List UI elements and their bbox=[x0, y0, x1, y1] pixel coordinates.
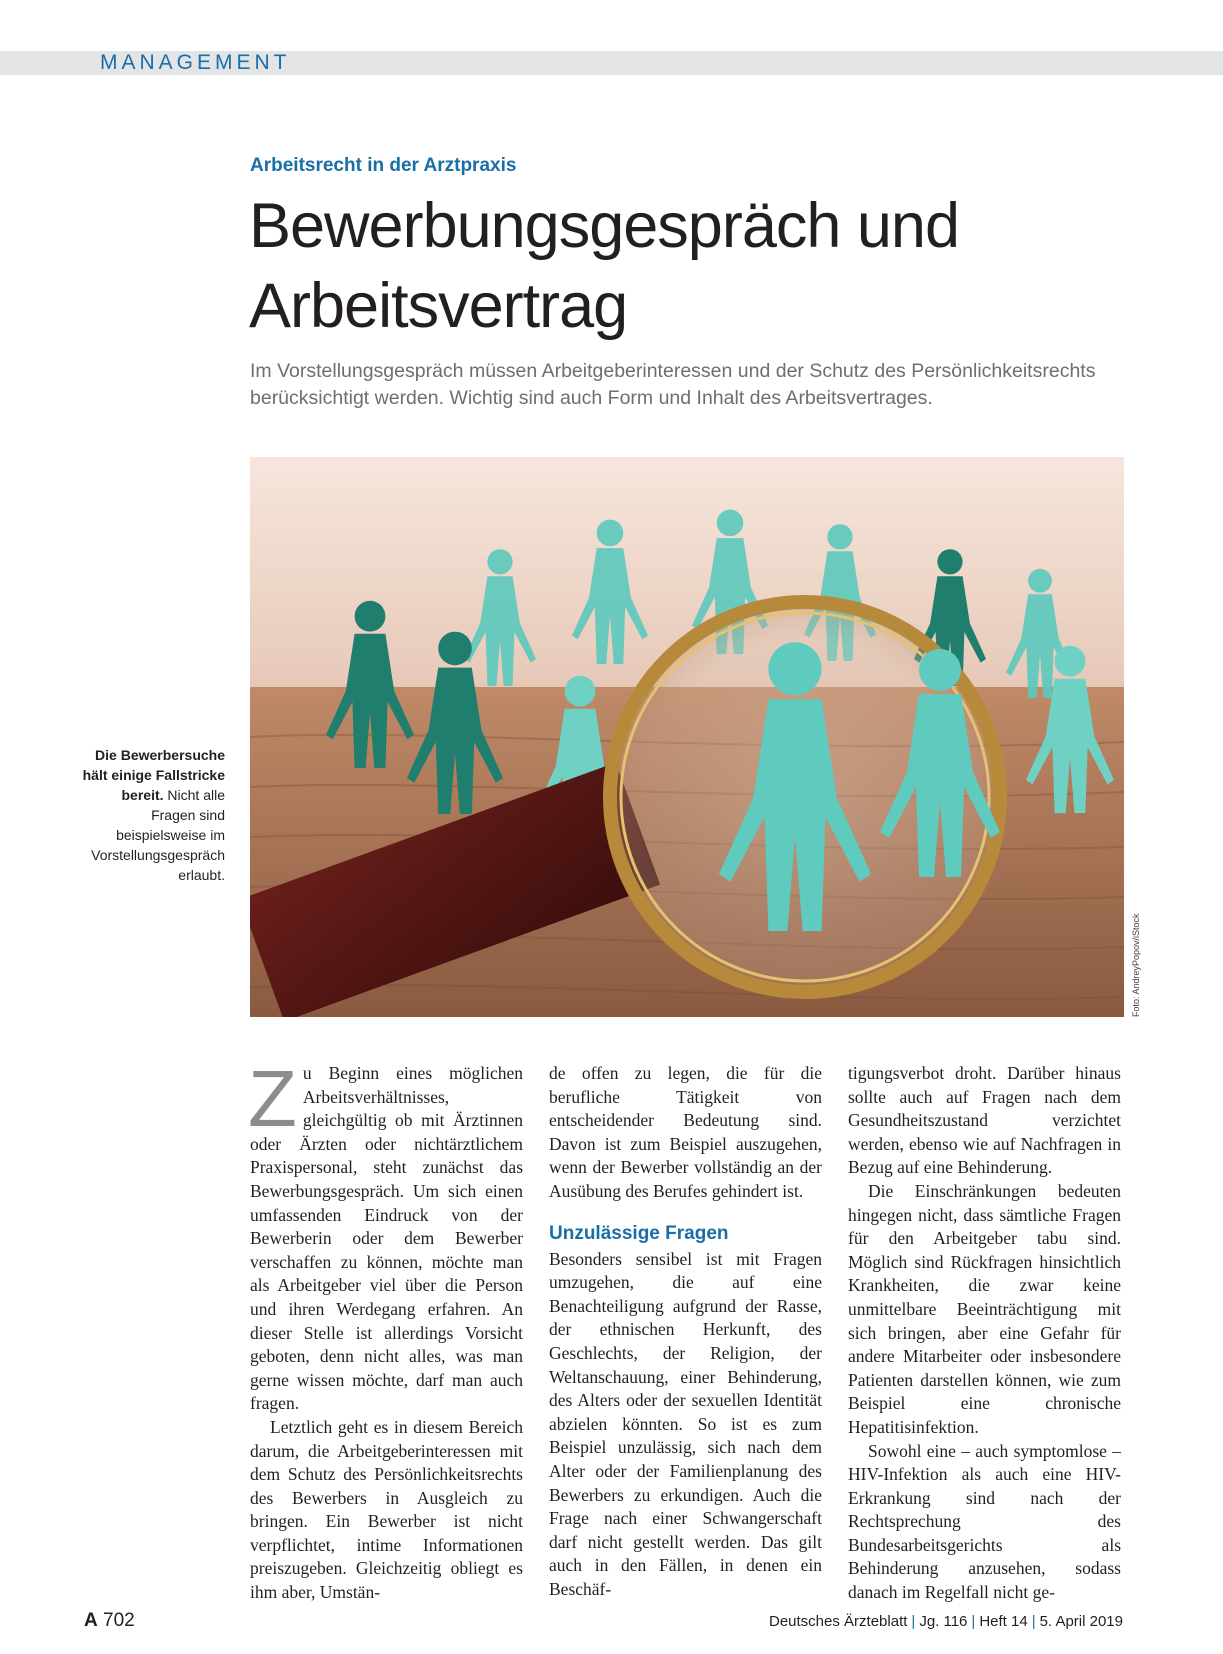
paragraph-4: Die Einschränkungen bedeuten hingegen nicht, dass sämtliche Fragen für den Arbeitgeber tabu sind. Möglich sind Rückfragen hinsichtlich Krankheiten, die zwar keine unmittelbare Beeinträchtigung mit sich bringen, aber eine Gefahr für andere Mitarbeiter oder insbesondere Patienten darstellen können, wie zum Beispiel eine chronische Hepatitisinfektion. bbox=[848, 1180, 1121, 1437]
drop-cap: Z bbox=[248, 1054, 297, 1143]
paragraph-3: Besonders sensibel ist mit Fragen umzugehen, die auf eine Benachteiligung aufgrund der Rasse, der ethnischen Herkunft, des Geschlechts, der Religion, der Weltanschauung, einer Behinderung, des Alters oder der sexuellen Identität abzielen könnten. So ist es zum Beispiel unzulässig, sich nach dem Alter oder der Familienplanung des Bewerbers zu erkundigen. Auch die Frage nach einer Schwangerschaft darf nicht gestellt werden. Das gilt auch in den Fällen, in denen ein Beschäf- bbox=[549, 1248, 822, 1599]
paragraph-1-text: u Beginn eines möglichen Arbeitsverhältnisses, gleichgültig ob mit Ärztinnen oder Ärzten oder nichtärztlichem Praxispersonal, steht zunächst das Bewerbungsgespräch. Um sich einen umfassenden Eindruck von der Bewerberin oder dem Bewerber verschaffen zu können, möchte man als Arbeitgeber viel über die Person und ihren Werdegang erfahren. An dieser Stelle ist allerdings Vorsicht geboten, denn nicht alles, was man gerne wissen möchte, darf man auch fragen. bbox=[250, 1063, 523, 1414]
subheading: Unzulässige Fragen bbox=[549, 1222, 729, 1244]
text-column-2 bbox=[549, 1062, 822, 1601]
paragraph-3-continued: tigungsverbot droht. Darüber hinaus sollte auch auf Fragen nach dem Gesundheitszustand verzichtet werden, ebenso wie auf Nachfragen in Bezug auf eine Behinderung. bbox=[848, 1063, 1121, 1178]
paragraph-1 bbox=[248, 1054, 523, 1416]
caption-text: Nicht alle Fragen sind beispielsweise im Vorstellungsgespräch erlaubt. bbox=[91, 787, 225, 883]
paragraph-5: Sowohl eine – auch symptomlose – HIV-Infektion als auch eine HIV-Erkrankung sind nach der Rechtsprechung des Bundesarbeitsgerichts als Behinderung anzusehen, sodass danach im Regelfall nicht ge- bbox=[848, 1440, 1121, 1603]
page-number-value: 702 bbox=[103, 1610, 135, 1631]
journal-info: Deutsches Ärzteblatt | Jg. 116 | Heft 14 | 5. April 2019 bbox=[769, 1613, 1123, 1630]
photo-credit: Foto: AndreyPopov/iStock bbox=[1131, 913, 1141, 1017]
magnifier-over-paper-people-image bbox=[250, 457, 1124, 1017]
photo-illustration bbox=[250, 457, 1124, 1017]
journal-issue: Heft 14 bbox=[979, 1613, 1028, 1630]
caption-bold: Die Bewerbersuche hält einige Fallstricke bereit. bbox=[82, 747, 225, 803]
image-caption bbox=[80, 745, 225, 885]
article-lead: Im Vorstellungsgespräch müssen Arbeitgeberinteressen und der Schutz des Persönlichkeitsrechts berücksichtigt werden. Wichtig sind auch Form und Inhalt des Arbeitsvertrages. bbox=[250, 360, 1096, 409]
article-kicker: Arbeitsrecht in der Arztpraxis bbox=[250, 155, 517, 176]
page-number bbox=[84, 1610, 135, 1632]
text-column-1 bbox=[248, 1054, 523, 1605]
page-prefix: A bbox=[84, 1610, 98, 1631]
paragraph-2: Letztlich geht es in diesem Bereich darum, die Arbeitgeberinteressen mit dem Schutz des Persönlichkeitsrechts des Bewerbers in Ausgleich zu bringen. Ein Bewerber ist nicht verpflichtet, intime Informationen preiszugeben. Gleichzeitig obliegt es ihm aber, Umstän- bbox=[250, 1416, 523, 1603]
paragraph-2-continued: de offen zu legen, die für die berufliche Tätigkeit von entscheidender Bedeutung sind. Davon ist zum Beispiel auszugehen, wenn der Bewerber vollständig an der Ausübung des Berufes gehindert ist. bbox=[549, 1063, 822, 1201]
journal-volume: Jg. 116 bbox=[919, 1613, 968, 1630]
text-column-3 bbox=[848, 1062, 1121, 1605]
journal-name: Deutsches Ärzteblatt bbox=[769, 1613, 908, 1630]
journal-date: 5. April 2019 bbox=[1039, 1613, 1123, 1630]
headline-line-2: Arbeitsvertrag bbox=[249, 271, 628, 341]
section-label: MANAGEMENT bbox=[100, 51, 291, 74]
article-headline bbox=[249, 186, 1149, 346]
headline-line-1: Bewerbungsgespräch und bbox=[249, 191, 960, 261]
